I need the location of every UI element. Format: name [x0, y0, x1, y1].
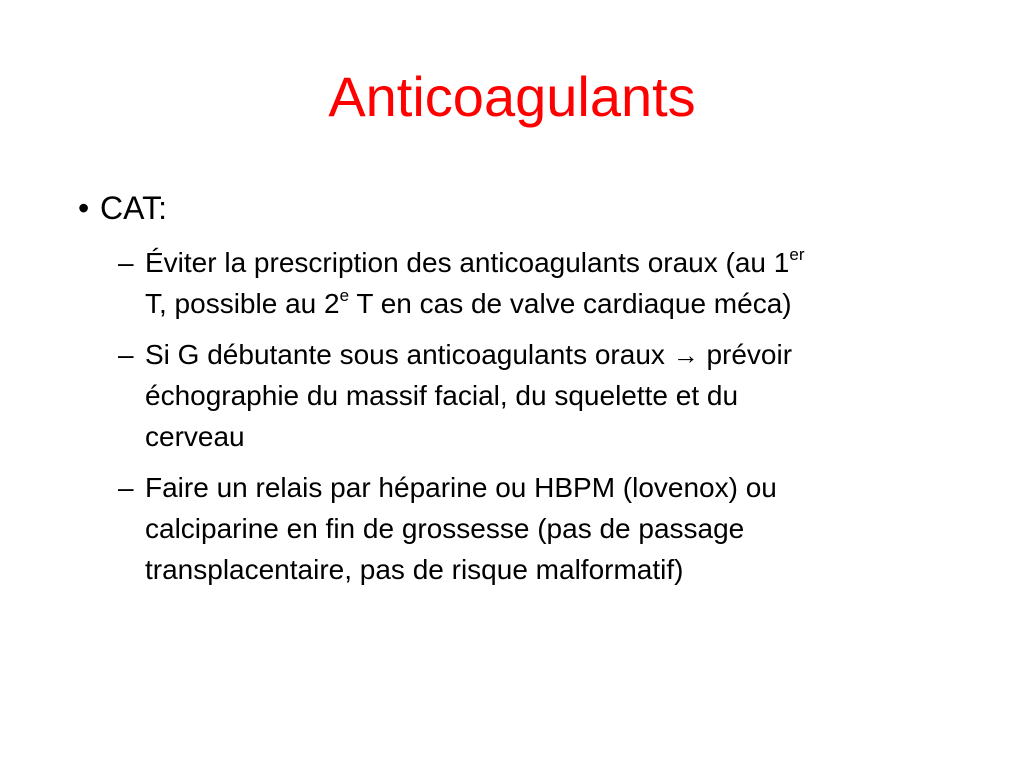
dash-marker: –	[118, 247, 134, 278]
dash-marker: –	[118, 339, 134, 370]
item-2-line-2: échographie du massif facial, du squelette et du	[145, 380, 739, 411]
bullet-cat-label: CAT:	[100, 190, 167, 226]
item-2-line-1: Si G débutante sous anticoagulants oraux → prévoir	[145, 334, 792, 376]
item-3-line-1: Faire un relais par héparine ou HBPM (lovenox) ou	[145, 472, 777, 503]
dash-marker: –	[118, 472, 134, 503]
arrow-right-icon: →	[672, 340, 699, 370]
bullet-marker: •	[78, 190, 90, 226]
item-3-line-2: calciparine en fin de grossesse (pas de passage	[145, 513, 745, 544]
item-2-line-3: cerveau	[145, 421, 245, 452]
item-1-line-2: T, possible au 2e T en cas de valve cardiaque méca)	[145, 285, 792, 319]
item-3-line-3: transplacentaire, pas de risque malformatif)	[145, 554, 684, 585]
superscript: er	[789, 244, 805, 264]
superscript: e	[339, 285, 350, 305]
item-1-line-1: Éviter la prescription des anticoagulants oraux (au 1er	[145, 244, 805, 278]
slide-title: Anticoagulants	[328, 65, 696, 128]
